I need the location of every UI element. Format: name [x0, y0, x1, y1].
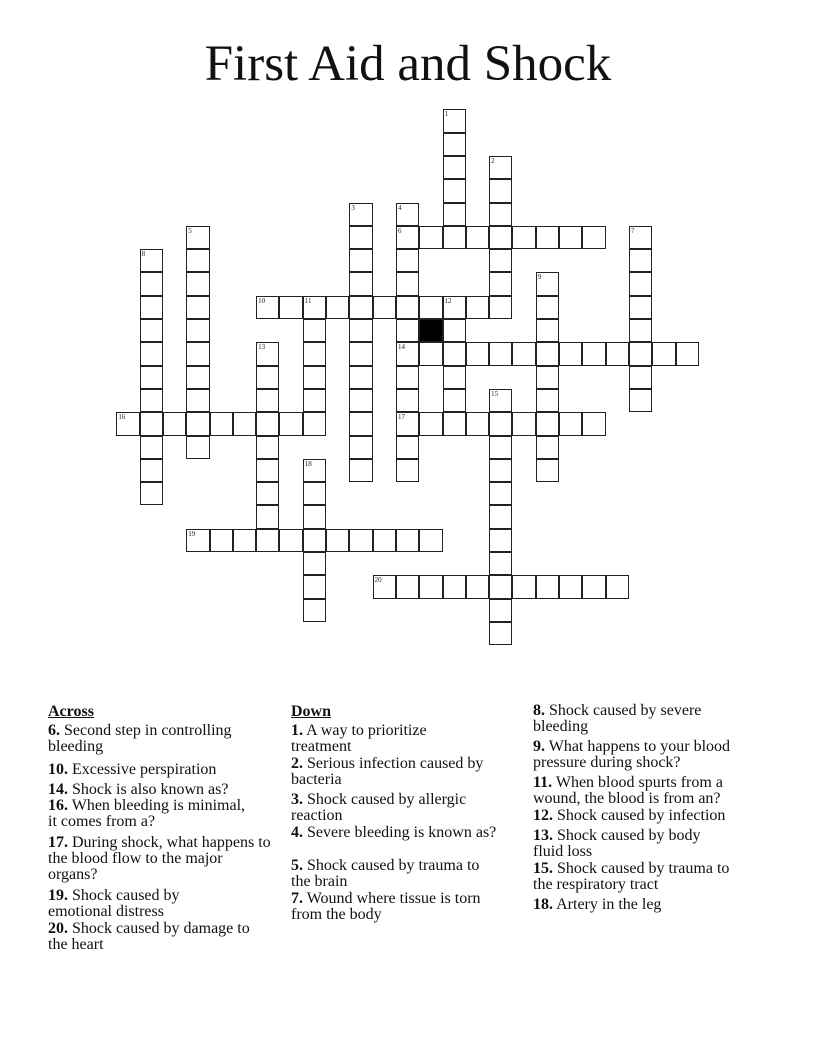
grid-cell[interactable] [443, 156, 466, 179]
grid-cell[interactable] [629, 296, 652, 319]
grid-cell[interactable] [489, 179, 512, 202]
grid-cell[interactable] [559, 575, 582, 598]
grid-cell[interactable] [396, 389, 419, 412]
clue-text: Severe bleeding is known as? [307, 824, 497, 841]
down-clue [291, 858, 496, 890]
grid-cell[interactable] [186, 412, 209, 435]
cell-number: 19 [188, 529, 196, 538]
clue-number: 10. [48, 761, 68, 778]
cell-number: 7 [630, 226, 635, 235]
grid-cell[interactable] [396, 226, 419, 249]
grid-cell[interactable] [256, 342, 279, 365]
grid-cell[interactable] [140, 296, 163, 319]
cell-number: 4 [397, 203, 402, 212]
grid-cell[interactable] [396, 459, 419, 482]
grid-cell[interactable] [396, 575, 419, 598]
grid-cell[interactable] [582, 412, 605, 435]
grid-cell[interactable] [443, 412, 466, 435]
grid-cell[interactable] [489, 529, 512, 552]
grid-cell[interactable] [303, 412, 326, 435]
grid-cell[interactable] [256, 436, 279, 459]
clue-text: Shock caused by damage to the heart [48, 920, 250, 953]
grid-cell[interactable] [303, 529, 326, 552]
grid-cell[interactable] [443, 109, 466, 132]
grid-cell[interactable] [536, 319, 559, 342]
grid-cell[interactable] [396, 412, 419, 435]
clue-number: 5. [291, 857, 303, 874]
cell-number: 3 [351, 203, 355, 212]
cell-number: 15 [491, 389, 499, 398]
grid-cell[interactable] [396, 436, 419, 459]
grid-cell[interactable] [326, 296, 349, 319]
clue-number: 6. [48, 722, 60, 739]
grid-cell[interactable] [256, 296, 279, 319]
down-clue [291, 723, 461, 755]
cell-number: 11 [304, 296, 312, 305]
down-clue [533, 808, 773, 824]
grid-cell[interactable] [233, 529, 256, 552]
grid-cell[interactable] [536, 389, 559, 412]
grid-cell[interactable] [536, 575, 559, 598]
grid-cell[interactable] [466, 296, 489, 319]
grid-cell[interactable] [443, 575, 466, 598]
grid-cell[interactable] [303, 319, 326, 342]
grid-cell[interactable] [186, 529, 209, 552]
grid-cell[interactable] [629, 389, 652, 412]
grid-cell[interactable] [419, 575, 442, 598]
across-clue [48, 762, 273, 778]
clue-number: 20. [48, 920, 68, 937]
clue-text: Excessive perspiration [72, 761, 217, 778]
grid-cell[interactable] [676, 342, 699, 365]
across-heading: Across [48, 703, 94, 720]
down-clue [291, 792, 501, 824]
grid-cell[interactable] [256, 529, 279, 552]
grid-cell[interactable] [349, 249, 372, 272]
grid-cell[interactable] [303, 505, 326, 528]
down-clue [533, 775, 763, 807]
grid-cell[interactable] [512, 575, 535, 598]
grid-cell[interactable] [140, 366, 163, 389]
across-clue [48, 723, 273, 755]
grid-cell[interactable] [279, 296, 302, 319]
grid-cell[interactable] [489, 482, 512, 505]
grid-cell[interactable] [396, 342, 419, 365]
clue-number: 2. [291, 755, 303, 772]
clue-number: 11. [533, 774, 553, 791]
down-clue [533, 828, 733, 860]
grid-cell[interactable] [349, 272, 372, 295]
grid-cell[interactable] [489, 272, 512, 295]
grid-cell[interactable] [536, 366, 559, 389]
clue-text: What happens to your blood pressure during shock? [533, 738, 731, 771]
across-clue [48, 921, 273, 953]
grid-cell[interactable] [140, 389, 163, 412]
cell-number: 18 [304, 459, 312, 468]
grid-cell[interactable] [210, 412, 233, 435]
grid-cell[interactable] [443, 319, 466, 342]
cell-number: 8 [141, 250, 146, 259]
grid-cell[interactable] [419, 412, 442, 435]
cell-number: 2 [491, 156, 495, 165]
grid-cell[interactable] [489, 505, 512, 528]
grid-cell[interactable] [396, 319, 419, 342]
grid-cell[interactable] [186, 319, 209, 342]
grid-cell[interactable] [140, 272, 163, 295]
down-clue [291, 756, 501, 788]
grid-cell[interactable] [349, 226, 372, 249]
grid-cell[interactable] [443, 203, 466, 226]
grid-cell[interactable] [140, 342, 163, 365]
black-cell [419, 319, 442, 342]
clue-text: When bleeding is minimal, it comes from a? [48, 797, 246, 830]
cell-number: 10 [258, 296, 266, 305]
clue-number: 3. [291, 791, 303, 808]
grid-cell[interactable] [349, 319, 372, 342]
grid-cell[interactable] [443, 389, 466, 412]
cell-number: 17 [397, 413, 405, 422]
grid-cell[interactable] [489, 203, 512, 226]
across-clue [48, 798, 248, 830]
grid-cell[interactable] [256, 412, 279, 435]
clue-text: Shock caused by trauma to the respiratory tract [533, 860, 730, 893]
grid-cell[interactable] [489, 249, 512, 272]
grid-cell[interactable] [373, 296, 396, 319]
cell-number: 14 [397, 343, 405, 352]
grid-cell[interactable] [489, 575, 512, 598]
cell-number: 16 [118, 413, 126, 422]
grid-cell[interactable] [419, 226, 442, 249]
clue-number: 1. [291, 722, 303, 739]
grid-cell[interactable] [536, 342, 559, 365]
grid-cell[interactable] [582, 342, 605, 365]
clue-text: Artery in the leg [556, 896, 662, 913]
grid-cell[interactable] [629, 226, 652, 249]
grid-cell[interactable] [140, 482, 163, 505]
clue-number: 15. [533, 860, 553, 877]
grid-cell[interactable] [256, 505, 279, 528]
clue-text: Serious infection caused by bacteria [291, 755, 484, 788]
grid-cell[interactable] [396, 203, 419, 226]
clue-number: 19. [48, 887, 68, 904]
down-clue [291, 891, 491, 923]
grid-cell[interactable] [396, 249, 419, 272]
grid-cell[interactable] [489, 156, 512, 179]
grid-cell[interactable] [349, 529, 372, 552]
clue-number: 18. [533, 896, 553, 913]
clue-text: Wound where tissue is torn from the body [291, 890, 481, 923]
clue-text: Shock caused by emotional distress [48, 887, 180, 920]
grid-cell[interactable] [489, 226, 512, 249]
grid-cell[interactable] [256, 482, 279, 505]
cell-number: 5 [188, 226, 192, 235]
grid-cell[interactable] [606, 342, 629, 365]
grid-cell[interactable] [140, 412, 163, 435]
grid-cell[interactable] [349, 412, 372, 435]
grid-cell[interactable] [536, 296, 559, 319]
grid-cell[interactable] [303, 459, 326, 482]
grid-cell[interactable] [140, 249, 163, 272]
grid-cell[interactable] [489, 552, 512, 575]
cell-number: 12 [444, 296, 452, 305]
grid-cell[interactable] [303, 342, 326, 365]
cell-number: 6 [397, 226, 402, 235]
grid-cell[interactable] [349, 203, 372, 226]
grid-cell[interactable] [629, 249, 652, 272]
grid-cell[interactable] [536, 412, 559, 435]
clue-text: Shock caused by allergic reaction [291, 791, 467, 824]
down-clue [533, 897, 763, 913]
grid-cell[interactable] [629, 342, 652, 365]
down-heading: Down [291, 703, 332, 720]
grid-cell[interactable] [536, 226, 559, 249]
clue-number: 7. [291, 890, 303, 907]
grid-cell[interactable] [303, 389, 326, 412]
grid-cell[interactable] [489, 342, 512, 365]
cell-number: 20 [374, 576, 382, 585]
grid-cell[interactable] [512, 412, 535, 435]
grid-cell[interactable] [326, 529, 349, 552]
grid-cell[interactable] [233, 412, 256, 435]
grid-cell[interactable] [303, 482, 326, 505]
grid-cell[interactable] [489, 599, 512, 622]
grid-cell[interactable] [489, 412, 512, 435]
grid-cell[interactable] [419, 296, 442, 319]
grid-cell[interactable] [303, 552, 326, 575]
clue-text: Shock caused by severe bleeding [533, 702, 702, 735]
grid-cell[interactable] [443, 226, 466, 249]
clue-text: Shock caused by trauma to the brain [291, 857, 480, 890]
grid-cell[interactable] [140, 459, 163, 482]
grid-cell[interactable] [489, 296, 512, 319]
clue-number: 9. [533, 738, 545, 755]
clue-number: 17. [48, 834, 68, 851]
grid-cell[interactable] [349, 436, 372, 459]
clue-number: 4. [291, 824, 303, 841]
grid-cell[interactable] [279, 529, 302, 552]
grid-cell[interactable] [443, 342, 466, 365]
clue-number: 12. [533, 807, 553, 824]
down-clue [533, 861, 748, 893]
grid-cell[interactable] [186, 436, 209, 459]
grid-cell[interactable] [629, 366, 652, 389]
clue-text: During shock, what happens to the blood flow to the major organs? [48, 834, 271, 883]
grid-cell[interactable] [256, 389, 279, 412]
grid-cell[interactable] [419, 529, 442, 552]
across-clue [48, 888, 228, 920]
cell-number: 1 [444, 110, 449, 119]
grid-cell[interactable] [279, 412, 302, 435]
grid-cell[interactable] [186, 366, 209, 389]
clue-text: Shock caused by infection [557, 807, 726, 824]
grid-cell[interactable] [512, 342, 535, 365]
grid-cell[interactable] [466, 575, 489, 598]
grid-cell[interactable] [116, 412, 139, 435]
grid-cell[interactable] [210, 529, 233, 552]
grid-cell[interactable] [256, 366, 279, 389]
grid-cell[interactable] [559, 342, 582, 365]
grid-cell[interactable] [140, 436, 163, 459]
down-clue [533, 739, 763, 771]
grid-cell[interactable] [466, 226, 489, 249]
clue-text: When blood spurts from a wound, the blood is from an? [533, 774, 723, 807]
grid-cell[interactable] [536, 459, 559, 482]
grid-cell[interactable] [443, 296, 466, 319]
clue-text: Shock caused by body fluid loss [533, 827, 701, 860]
clue-number: 8. [533, 702, 545, 719]
grid-cell[interactable] [186, 389, 209, 412]
clue-number: 16. [48, 797, 68, 814]
grid-cell[interactable] [582, 575, 605, 598]
across-clue [48, 782, 273, 798]
clue-text: Second step in controlling bleeding [48, 722, 232, 755]
grid-cell[interactable] [186, 226, 209, 249]
grid-cell[interactable] [186, 249, 209, 272]
grid-cell[interactable] [489, 436, 512, 459]
grid-cell[interactable] [559, 226, 582, 249]
grid-cell[interactable] [536, 272, 559, 295]
grid-cell[interactable] [186, 272, 209, 295]
grid-cell[interactable] [396, 529, 419, 552]
grid-cell[interactable] [443, 366, 466, 389]
grid-cell[interactable] [489, 622, 512, 645]
grid-cell[interactable] [303, 599, 326, 622]
grid-cell[interactable] [163, 412, 186, 435]
grid-cell[interactable] [606, 575, 629, 598]
grid-cell[interactable] [303, 366, 326, 389]
grid-cell[interactable] [582, 226, 605, 249]
grid-cell[interactable] [512, 226, 535, 249]
grid-cell[interactable] [349, 459, 372, 482]
grid-cell[interactable] [629, 272, 652, 295]
grid-cell[interactable] [303, 575, 326, 598]
clue-number: 13. [533, 827, 553, 844]
grid-cell[interactable] [443, 133, 466, 156]
cell-number: 13 [258, 343, 266, 352]
grid-cell[interactable] [489, 459, 512, 482]
clue-text: A way to prioritize treatment [291, 722, 427, 755]
grid-cell[interactable] [186, 342, 209, 365]
grid-cell[interactable] [373, 529, 396, 552]
cell-number: 9 [537, 273, 542, 282]
grid-cell[interactable] [652, 342, 675, 365]
grid-cell[interactable] [186, 296, 209, 319]
grid-cell[interactable] [396, 366, 419, 389]
grid-cell[interactable] [256, 459, 279, 482]
grid-cell[interactable] [443, 179, 466, 202]
grid-cell[interactable] [373, 575, 396, 598]
across-clue [48, 835, 273, 883]
clue-number: 14. [48, 781, 68, 798]
grid-cell[interactable] [489, 389, 512, 412]
grid-cell[interactable] [140, 319, 163, 342]
clue-text: Shock is also known as? [72, 781, 229, 798]
down-clue [533, 703, 733, 735]
grid-cell[interactable] [629, 319, 652, 342]
grid-cell[interactable] [466, 412, 489, 435]
grid-cell[interactable] [536, 436, 559, 459]
grid-cell[interactable] [466, 342, 489, 365]
grid-cell[interactable] [559, 412, 582, 435]
grid-cell[interactable] [419, 342, 442, 365]
grid-cell[interactable] [349, 366, 372, 389]
grid-cell[interactable] [349, 389, 372, 412]
down-clue [291, 825, 506, 841]
grid-cell[interactable] [349, 296, 372, 319]
puzzle-title: First Aid and Shock [204, 36, 612, 92]
grid-cell[interactable] [349, 342, 372, 365]
grid-cell[interactable] [396, 296, 419, 319]
grid-cell[interactable] [303, 296, 326, 319]
grid-cell[interactable] [396, 272, 419, 295]
